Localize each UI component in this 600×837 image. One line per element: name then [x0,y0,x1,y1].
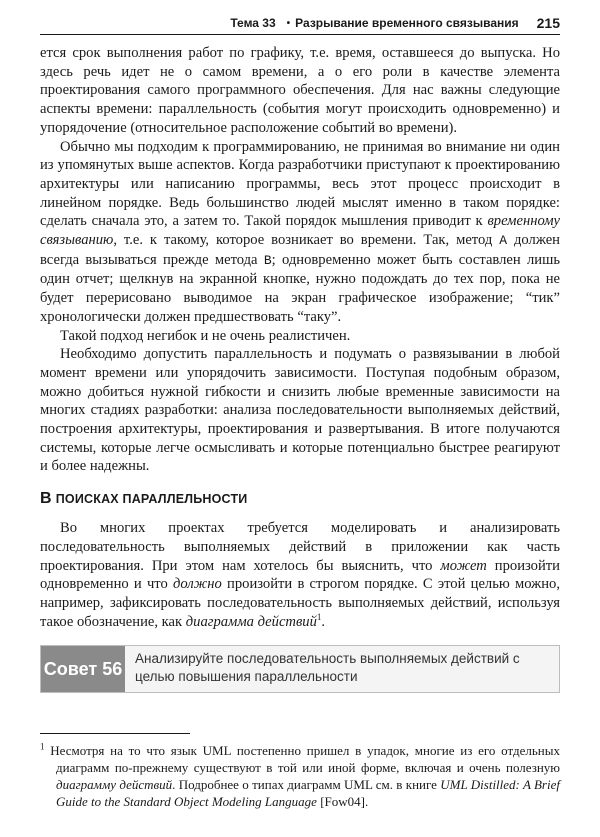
code-method-a: A [499,233,508,249]
section-heading: В ПОИСКАХ ПАРАЛЛЕЛЬНОСТИ [40,490,248,508]
footnote-rule [40,733,190,734]
tip-box [40,645,560,693]
paragraph-1: ется срок выполнения работ по графику, т.е. время, оставшееся до выпуска. Но здесь речь идет не о самом времени, а о его роли в качестве элемента проектирования самого программного обеспечения. Для нас важны следующие аспекты времени: параллельность (события могут происходить одновременно) и упорядочение (относительное расположение событий во времени). [40,45,560,136]
page-body [40,44,560,693]
book-title: UML Distilled: A Brief Guide to the Standard Object Modeling Language [56,777,560,809]
running-header [40,12,560,35]
paragraph-5: Во многих проектах требуется моделировать и анализировать последовательность выполняемых действий в приложении как часть проектирования. При этом нам хотелось бы выяснить, что может произойти одновременно и что должно произойти в строгом порядке. С этой целью можно, например, зафиксировать последовательность выполняемых действий, используя такое обозначение, как диаграмма действий$^1$. [40,520,561,630]
paragraph-4: Необходимо допустить параллельность и подумать о развязывании в любой момент времени или упорядочить зависимости. Поступая подобным образом, можно добиться нужной гибкости и снизить любые временные зависимости на многих стадиях разработки: анализа последовательности выполняемых действий, построения архитектуры, проектирования и развертывания. В итоге получаются системы, которые легче осмысливать и которые потенциально быстрее реагируют и более надежны. [40,346,560,475]
page-number: 215 [536,15,560,31]
header-separator: • [286,17,291,29]
paragraph-3: Такой подход негибок и не очень реалистичен. [60,327,351,344]
header-chapter: Тема 33 [230,16,276,30]
tip-label: Совет 56 [41,646,125,692]
emphasis-activity-diagram: диаграмма действий [185,613,317,630]
header-title: Разрывание временного связывания [295,16,519,30]
code-method-b: B [263,252,272,268]
footnote-number: 1 [40,741,45,752]
footnote: $^1$ Несмотря на то что язык UML постепенно пришел в упадок, многие из его отдельных диаграмм по-прежнему существуют в той или иной форме, включая и очень полезную диаграмму действий. Подробнее о типах диаграмм UML см. в книге UML Distilled: A Brief Guide to the Standard Object Modeling Language [Fow04]. [40,741,560,809]
emphasis-temporal-coupling: временному связыванию [40,213,560,249]
paragraph-2: Обычно мы подходим к программированию, не принимая во внимание ни один из упомянутых выше аспектов. Когда разработчики приступают к проектированию архитектуры или написанию программы, весь этот процесс происходит в линейном порядке. Ведь большинство людей мыслят именно в таком порядке: сделать сначала это, а затем то. Такой порядок мышления приводит к временному связыванию, т.е. к такому, которое возникает во времени. Так, метод A должен всегда вызываться прежде метода B; одновременно может быть составлен лишь один отчет; щелкнув на экранной кнопке, нужно подождать до тех пор, пока не будет перерисовано выводимое на экран графическое изображение; “тик” хронологически должен предшествовать “таку”. [40,138,560,325]
footnote-ref[interactable]: 1 [316,611,322,622]
tip-text: Анализируйте последовательность выполняемых действий с целью повышения параллельности [135,651,520,685]
